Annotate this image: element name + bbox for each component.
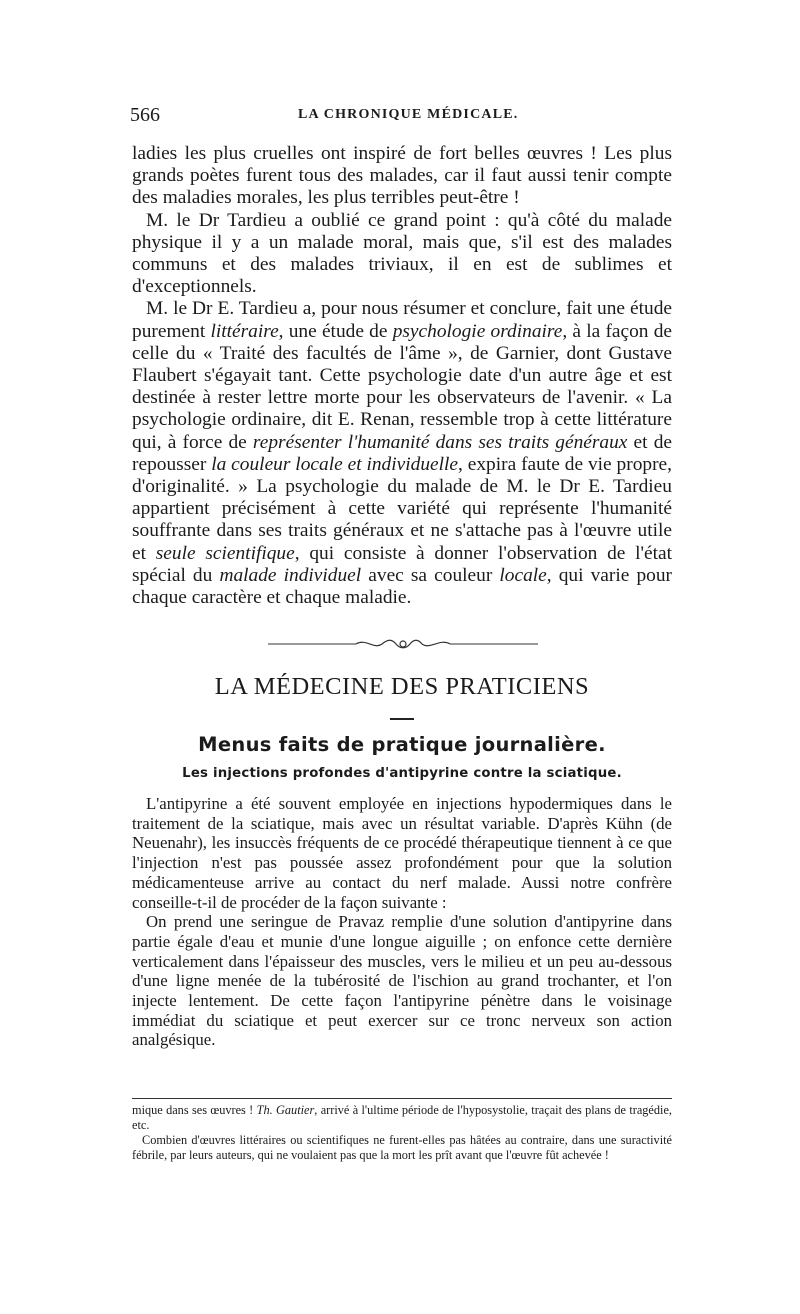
footnote-rule [132, 1098, 672, 1099]
paragraph: M. le Dr E. Tardieu a, pour nous résumer et conclure, fait une étude purement littéraire, une étude de psychologie ordinaire, à la façon de celle du « Traité des facultés de l'âme », de Garnier, dont Gustave Flaubert s'égayait tant. Cette psychologie date d'un autre âge et est destinée à rester lettre morte pour les observateurs de l'avenir. « La psychologie ordinaire, dit E. Renan, ressemble trop à cette littérature qui, à force de représenter l'humanité dans ses traits généraux et de repousser la couleur locale et individuelle, expira faute de vie propre, d'originalité. » La psychologie du malade de M. le Dr E. Tardieu appartient précisément à cette variété qui représente l'humanité souffrante dans ses traits généraux et ne s'attache pas à l'œuvre utile et seule scientifique, qui consiste à donner l'observation de l'état spécial du malade individuel avec sa couleur locale, qui varie pour chaque caractère et chaque maladie. [132, 298, 673, 609]
paragraph: M. le Dr Tardieu a oublié ce grand point : qu'à côté du malade physique il y a un malade moral, mais que, s'il est des malades communs et des malades triviaux, il en est de sublimes et d'exceptionnels. [132, 209, 672, 298]
running-head [130, 104, 670, 128]
page-number: 566 [130, 104, 160, 126]
footnote: mique dans ses œuvres ! Th. Gautier, arrivé à l'ultime période de l'hyposystolie, traçait des plans de tragédie, etc. [132, 1103, 672, 1132]
continued-text [132, 143, 672, 609]
article-body [132, 794, 672, 1050]
section-title: LA MÉDECINE DES PRATICIENS [214, 673, 590, 700]
paragraph: L'antipyrine a été souvent employée en injections hypodermiques dans le traitement de la sciatique, mais avec un résultat variable. D'après Kühn (de Neuenahr), les insuccès fréquents de ce procédé thérapeutique tiennent à ce que l'injection n'est pas poussée assez profondément pour que la solution médicamenteuse arrive au contact du nerf malade. Aussi notre confrère conseille-t-il de procéder de la façon suivante : [132, 794, 672, 912]
section-subtitle: Menus faits de pratique journalière. [198, 733, 606, 756]
footnotes [132, 1103, 672, 1163]
ornament-divider [268, 634, 538, 654]
paragraph: ladies les plus cruelles ont inspiré de fort belles œuvres ! Les plus grands poètes furent tous des malades, car il faut aussi tenir compte des maladies morales, les plus terribles peut-être ! [132, 143, 672, 209]
running-title: LA CHRONIQUE MÉDICALE. [298, 107, 519, 122]
title-rule [390, 718, 414, 720]
footnote: Combien d'œuvres littéraires ou scientifiques ne furent-elles pas hâtées au contraire, dans une suractivité fébrile, par leurs auteurs, qui ne voulaient pas que la mort les prît avant que l'œuvre fût achevée ! [132, 1133, 672, 1162]
article-title: Les injections profondes d'antipyrine contre la sciatique. [182, 766, 622, 781]
paragraph: On prend une seringue de Pravaz remplie d'une solution d'antipyrine dans partie égale d'eau et munie d'une longue aiguille ; on enfonce cette dernière verticalement dans l'épaisseur des muscles, vers le milieu et un peu au-dessous d'une ligne menée de la tubérosité de l'ischion au grand trochanter, et l'on injecte lentement. De cette façon l'antipyrine pénètre dans le voisinage immédiat du sciatique et peut exercer sur ce tronc nerveux son action analgésique. [132, 912, 672, 1050]
